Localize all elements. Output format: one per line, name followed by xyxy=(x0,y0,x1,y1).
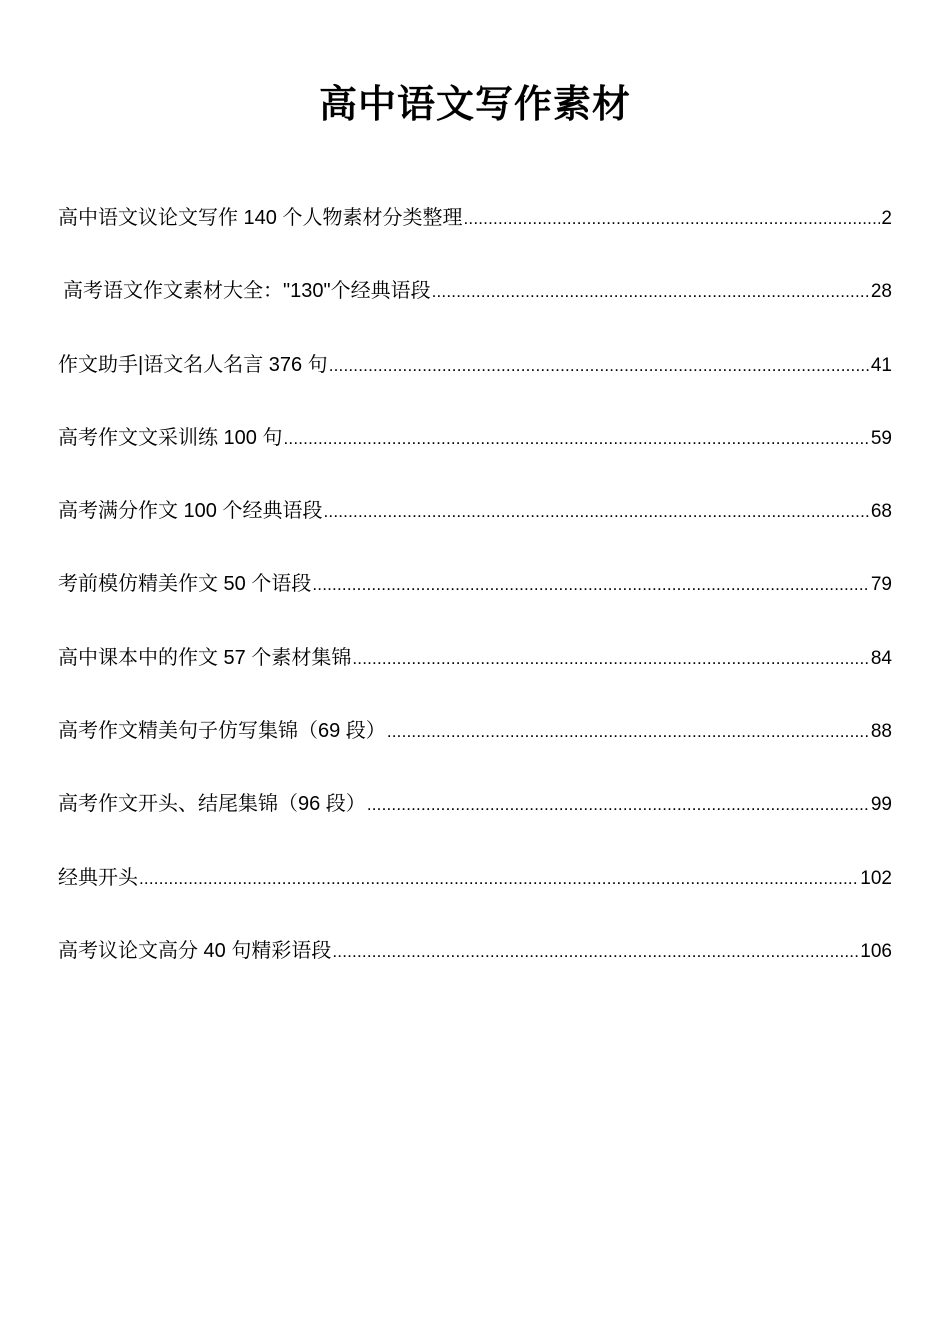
toc-entry[interactable] xyxy=(58,489,892,562)
document-title: 高中语文写作素材 xyxy=(318,84,631,126)
toc-page-number: 88 xyxy=(870,721,892,743)
toc-entry-label: 高考作文开头、结尾集锦（96 段） xyxy=(58,793,366,816)
toc-entry[interactable] xyxy=(58,196,892,269)
toc-page-number: 28 xyxy=(870,281,892,303)
toc-page-number: 99 xyxy=(870,794,892,816)
toc-dot-leader xyxy=(387,710,870,754)
toc-dot-leader xyxy=(323,490,869,534)
toc-entry-label: 高考满分作文 100 个经典语段 xyxy=(58,500,323,523)
toc-entry-label: 高考作文精美句子仿写集锦（69 段） xyxy=(58,720,386,743)
toc-dot-leader xyxy=(332,930,859,974)
toc-entry[interactable] xyxy=(58,562,892,635)
toc-page-number: 102 xyxy=(860,867,892,889)
toc-dot-leader xyxy=(367,783,870,827)
toc-dot-leader xyxy=(352,637,870,681)
toc-entry-label: 高中语文议论文写作 140 个人物素材分类整理 xyxy=(58,207,463,229)
toc-entry[interactable] xyxy=(58,636,892,709)
toc-entry-label: 高考语文作文素材大全："130"个经典语段 xyxy=(63,280,431,303)
toc-entry[interactable] xyxy=(58,709,892,782)
table-of-contents xyxy=(58,196,892,1002)
toc-page-number: 41 xyxy=(870,354,892,376)
toc-page-number: 79 xyxy=(870,574,892,596)
toc-entry-label: 高中课本中的作文 57 个素材集锦 xyxy=(58,646,352,669)
toc-dot-leader xyxy=(432,270,870,314)
toc-dot-leader xyxy=(463,197,880,241)
toc-page-number: 2 xyxy=(881,208,892,229)
toc-entry-label: 经典开头 xyxy=(58,866,138,889)
toc-page-number: 59 xyxy=(870,427,892,449)
toc-entry-label: 高考议论文高分 40 句精彩语段 xyxy=(58,939,332,962)
toc-entry[interactable] xyxy=(58,416,892,489)
toc-dot-leader xyxy=(312,563,870,607)
toc-dot-leader xyxy=(329,344,870,388)
toc-entry[interactable] xyxy=(58,929,892,1002)
toc-dot-leader xyxy=(139,857,859,901)
toc-entry-label: 高考作文文采训练 100 句 xyxy=(58,426,283,449)
toc-dot-leader xyxy=(283,417,869,461)
toc-entry[interactable] xyxy=(58,269,892,342)
toc-page-number: 68 xyxy=(870,501,892,523)
toc-entry-label: 作文助手|语文名人名言 376 句 xyxy=(58,353,328,376)
toc-page-number: 106 xyxy=(860,940,892,962)
toc-entry[interactable] xyxy=(58,343,892,416)
toc-entry[interactable] xyxy=(58,782,892,855)
toc-entry[interactable] xyxy=(58,856,892,929)
toc-page-number: 84 xyxy=(870,647,892,669)
toc-entry-label: 考前模仿精美作文 50 个语段 xyxy=(58,573,312,596)
